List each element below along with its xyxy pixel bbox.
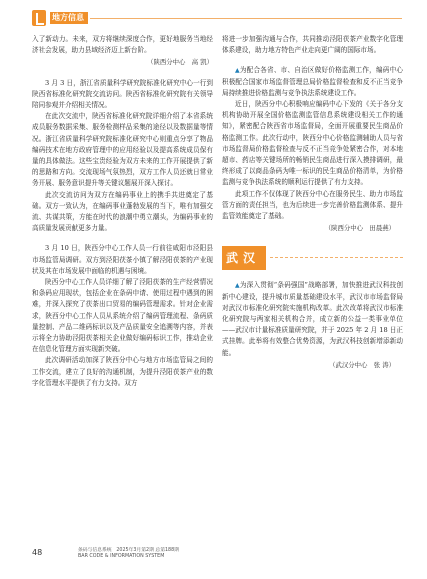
- paragraph: 近日，陕西分中心积极响应编码中心下发的《关于各分支机构协助开展全国价格监测监管信息系统建设相关工作的通知》，紧密配合陕西省市场监督局，全面开展重要民生商品价格监测工作。此次行动中，陕西分中心价格监测辅助人员与省市场监督局价格监督检查与反不正当竞争处紧密合作，对本地超市、药店等关键场所的畅销民生商品进行深入摸排调研，最终形成了以商品条码为唯一标识的民生商品价格清单，为价格监测与竞争执法系统的顺利运行提供了有力支持。: [222, 100, 403, 187]
- paragraph: 在此次交流中，陕西省标准化研究院详细介绍了本省系统成员服务数据采集、服务检测样品采集的途径以及数据量等情况。浙江省质量科学研究院标准化研究中心则重点分享了物品编码技术在地方政府管理中的应用经验以及提高系统成员保有量的具体做法。这些宝贵经验为双方未来的工作开展提供了新的思路和方向。交流现场气氛热烈，双方工作人员还就日常业务开展、服务意识提升等关键议题展开深入探讨。: [32, 112, 213, 188]
- magazine-logo-icon: [32, 10, 46, 26]
- section-tag-label: 地方信息: [52, 13, 84, 22]
- paragraph: 3 月 3 日，浙江省质量科学研究院标准化研究中心一行到陕西省标准化研究院交流访问。陕西省标准化研究院有关领导陪同参观并介绍相关情况。: [32, 78, 213, 110]
- region-section-heading: [222, 246, 403, 270]
- paragraph: 此次交流访问为双方在编码事业上的携手共进奠定了基础。双方一致认为，在编码事业蓬勃发展的当下，唯有加强交流、共谋共策，方能在时代的浪潮中勇立潮头，为编码事业的高质量发展贡献更多力量。: [32, 190, 213, 233]
- paragraph: 3 月 10 日，陕西分中心工作人员一行前往咸阳市泾阳县市场监管局调研。双方到泾阳茯茶小镇了解泾阳茯茶的产业现状及其在市场发展中面临的机遇与困境。: [32, 244, 213, 275]
- section-divider: [270, 257, 403, 258]
- paragraph: 此次调研活动加深了陕西分中心与地方市场监管局之间的工作交流，建立了良好的沟通机制，为提升泾阳茯茶产业的数字化管理水平提供了有力支持。双方: [32, 356, 213, 387]
- page-header: [32, 10, 402, 28]
- journal-title-cn: 条码与信息系统 2025年3月第2期 总第188期: [78, 548, 179, 553]
- author-signature: （陕西分中心 田晨燕）: [324, 224, 395, 233]
- header-divider: [90, 18, 402, 19]
- journal-info: [78, 548, 179, 560]
- author-signature: （武汉分中心 张 涛）: [329, 360, 395, 369]
- section-heading-text: 武汉: [226, 251, 261, 266]
- paragraph: 为配合各省、市、自治区做好价格监测工作，编码中心积极配合国家市场监督管理总局价格监督检查和反不正当竞争局持续推进价格监测与竞争执法系统建设工作。: [222, 66, 403, 97]
- page-number: 48: [32, 548, 43, 557]
- paragraph: 将进一步加强沟通与合作，共同推动泾阳茯茶产业数字化管理体系建设，助力地方特色产业走向更广阔的国际市场。: [222, 35, 403, 55]
- left-column: [32, 34, 213, 389]
- page-footer: [0, 546, 427, 566]
- paragraph: 此项工作不仅体现了陕西分中心在服务民生、助力市场监管方面的责任担当，也为后续进一步完善价格监测体系、提升监管效能奠定了基础。: [222, 189, 403, 221]
- triangle-bullet-icon: ▲: [235, 67, 240, 75]
- journal-title-en: BAR CODE & INFORMATION SYSTEM: [78, 554, 165, 559]
- right-column: [222, 34, 403, 371]
- triangle-bullet-icon: ▲: [235, 282, 240, 290]
- paragraph: 入了新动力。未来，双方将继续深度合作，更好地服务当地经济社会发展，助力县域经济迈上新台阶。: [32, 35, 213, 55]
- paragraph: 陕西分中心工作人员详细了解了泾阳茯茶的生产经营情况和条码应用现状，包括企业在条码申请、使用过程中遇到的困难，并深入探究了茯茶出口贸易的编码管理需求。针对企业需求，陕西分中心工作人员从系统介绍了编码管理流程、条码质量控制、产品二维码标识以及产品质量安全追溯等内容，并表示将全力协助泾阳茯茶相关企业做好编码标识工作，推动企业在信息化管理方面实现新突破。: [32, 278, 213, 354]
- author-signature: （陕西分中心 高 凯）: [147, 58, 213, 67]
- paragraph: 为深入贯彻“条码强国”战略部署，加快推进武汉科技创新中心建设，提升城市质量基础建设水平，武汉市市场监督局对武汉市标准化研究院实施机构改革。此次改革将武汉市标准化研究院与两家相关机构合并，成立新的公益一类事业单位——武汉市计量标准质量研究院，并于 2025 年 2 月 18 日正式挂牌。此举将有效整合优势资源，为武汉科技创新增添新动能。: [222, 281, 403, 357]
